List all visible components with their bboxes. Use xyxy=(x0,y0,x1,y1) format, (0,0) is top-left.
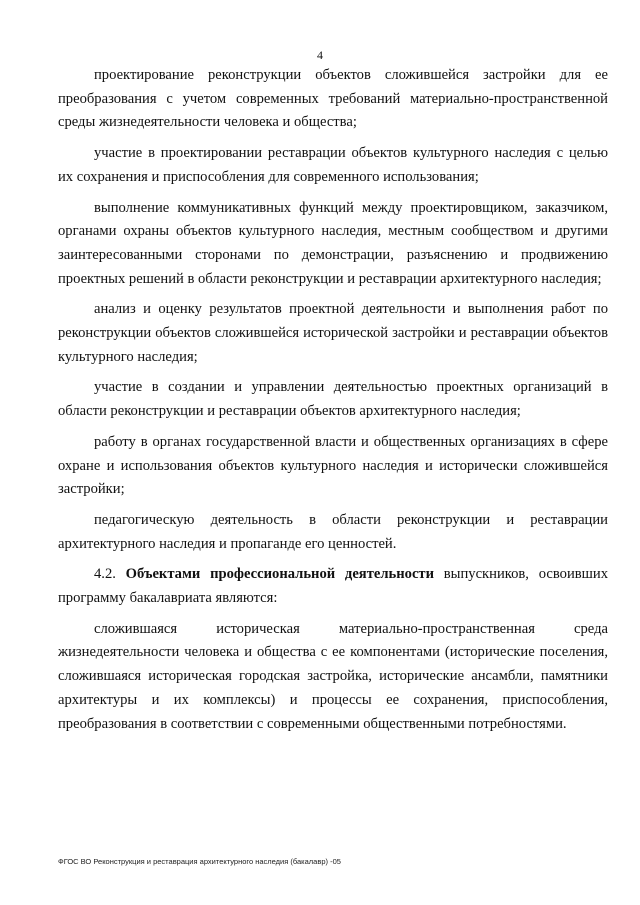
paragraph-communication-functions: выполнение коммуникативных функций между проектировщиком, заказчиком, органами охраны объектов культурного наследия, местным сообществом и другими заинтересованными сторонами по демонстрации, разъяснению и продвижению проектных решений в области реконструкции и реставрации архитектурного наследия; xyxy=(58,199,608,287)
paragraph-government-work: работу в органах государственной власти и общественных организациях в сфере охране и использования объектов культурного наследия и исторически сложившейся застройки; xyxy=(58,433,608,498)
document-body xyxy=(58,64,608,743)
paragraph-pedagogical-activity: педагогическую деятельность в области реконструкции и реставрации архитектурного наследия и пропаганде его ценностей. xyxy=(58,511,608,552)
paragraph-restoration-design: участие в проектировании реставрации объектов культурного наследия с целью их сохранения и приспособления для современного использования; xyxy=(58,145,608,185)
paragraph-reconstruction-design: проектирование реконструкции объектов сложившейся застройки для ее преобразования с учетом современных требований материально-пространственной среды жизнедеятельности человека и общества; xyxy=(58,67,608,131)
paragraph-results-analysis: анализ и оценку результатов проектной деятельности и выполнения работ по реконструкции объектов сложившейся исторической застройки и реставрации объектов культурного наследия; xyxy=(58,301,608,365)
document-footer: ФГОС ВО Реконструкция и реставрация архитектурного наследия (бакалавр) -05 xyxy=(58,857,341,866)
section-number: 4.2. xyxy=(94,566,116,583)
section-rest-text: выпускников, освоивших программу бакалавриата являются: xyxy=(58,566,608,607)
page-number: 4 xyxy=(317,48,323,62)
paragraph-professional-objects: сложившаяся историческая материально-пространственная среда жизнедеятельности человека и общества с ее компонентами (исторические поселения, сложившаяся историческая городская застройка, исторические ансамбли, памятники архитектуры и их комплексы) и процессы ее сохранения, приспособления, преобразования в соответствии с современными общественными потребностями. xyxy=(58,620,608,732)
paragraph-organization-management: участие в создании и управлении деятельностью проектных организаций в области реконструкции и реставрации объектов архитектурного наследия; xyxy=(58,379,608,420)
section-4-2-paragraph xyxy=(58,563,608,610)
section-bold-heading: Объектами профессиональной деятельности xyxy=(125,566,435,583)
